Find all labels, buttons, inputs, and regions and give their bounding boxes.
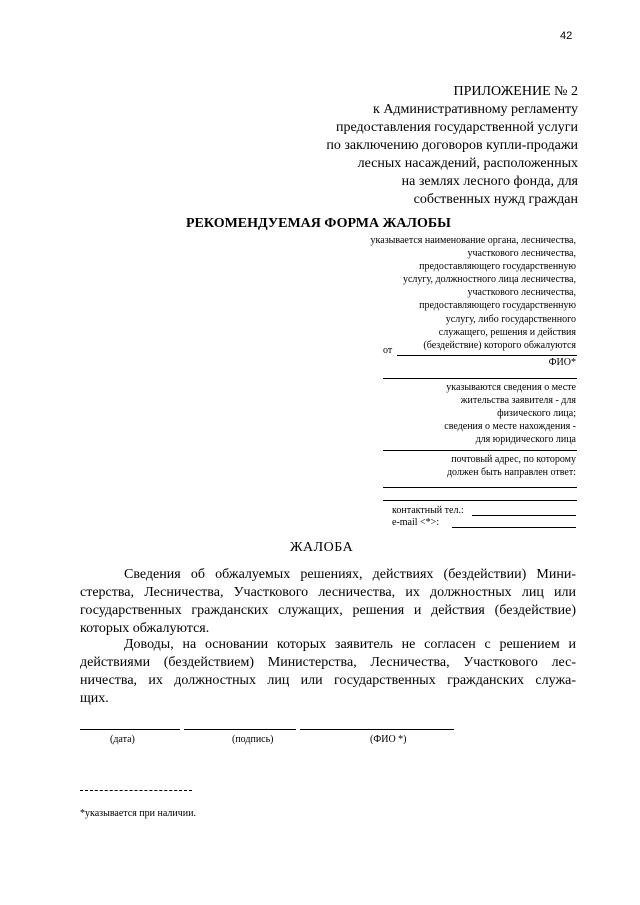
paragraph-line: стерства, Лесничества, Участкового лесничества, их должностных лиц или [80,585,576,600]
answer-blank-line [383,487,577,488]
postal-hint-line: почтовый адрес, по которому [451,454,576,465]
from-label: от [383,345,393,356]
paragraph-line: действиями (бездействием) Министерства, Лесничества, Участкового лес- [80,655,576,670]
paragraph-line: Доводы, на основании которых заявитель не согласен с решением и [124,637,576,652]
form-title: РЕКОМЕНДУЕМАЯ ФОРМА ЖАЛОБЫ [186,216,451,231]
signature-caption: (подпись) [232,734,274,745]
fio-blank-line [300,729,454,730]
from-field-row [383,344,577,358]
addressee-line: предоставляющего государственную [419,261,576,273]
fio-signature-caption: (ФИО *) [370,734,407,745]
appendix-line: лесных насаждений, расположенных [357,156,578,171]
from-blank-line [397,355,577,356]
paragraph-line: государственных гражданских служащих, решения и действия (бездействие) [80,603,576,618]
residence-hint-line: сведения о месте нахождения - [444,421,576,432]
residence-blank-line [383,378,577,379]
fio-caption: ФИО* [548,357,576,368]
addressee-block [316,234,576,352]
appendix-line: на землях лесного фонда, для [401,174,578,189]
residence-hint-line: указываются сведения о месте [446,382,576,393]
postal-hint-line: должен быть направлен ответ: [446,467,576,478]
addressee-line: служащего, решения и действия [438,326,576,338]
date-caption: (дата) [110,734,135,745]
residence-hint [444,381,576,446]
signature-blank-line [184,729,296,730]
appendix-line: предоставления государственной услуги [336,120,578,135]
residence-hint-line: для юридического лица [475,434,576,445]
addressee-line: предоставляющего государственную [419,300,576,312]
complaint-heading: ЖАЛОБА [290,540,354,555]
addressee-line: услугу, должностного лица лесничества, [402,274,576,286]
paragraph-arguments [80,636,576,708]
addressee-line: услугу, либо государственного [445,313,576,325]
footnote-separator [80,790,192,791]
residence-hint-line: физического лица; [497,408,576,419]
appendix-line: собственных нужд граждан [413,192,578,207]
paragraph-line: Сведения об обжалуемых решениях, действиях (бездействии) Мини- [124,567,576,582]
addressee-line: указывается наименование органа, лесничества, [370,235,576,246]
answer-blank-line [383,500,577,501]
contact-phone-label: контактный тел.: [392,505,464,516]
addressee-line: (бездействие) которого обжалуются [423,339,576,351]
postal-blank-line [383,450,577,451]
paragraph-line: которых обжалуются. [80,621,210,636]
paragraph-decisions [80,566,576,638]
footnote: *указывается при наличии. [80,808,196,819]
page-number: 42 [560,30,573,42]
paragraph-line: щих. [80,691,109,706]
email-row [392,517,576,530]
residence-hint-line: жительства заявителя - для [460,395,576,406]
email-blank [452,527,576,528]
paragraph-line: ничества, их должностных лиц или государственных гражданских служа- [80,673,576,688]
appendix-line: по заключению договоров купли-продажи [326,138,578,153]
appendix-line: ПРИЛОЖЕНИЕ № 2 [453,84,578,99]
addressee-line: участкового лесничества, [467,287,576,299]
appendix-header [258,83,578,209]
addressee-line: участкового лесничества, [467,248,576,260]
date-blank-line [80,729,180,730]
contact-phone-blank [472,515,576,516]
appendix-line: к Административному регламенту [373,102,578,117]
email-label: e-mail <*>: [392,517,440,528]
postal-hint [447,453,576,479]
